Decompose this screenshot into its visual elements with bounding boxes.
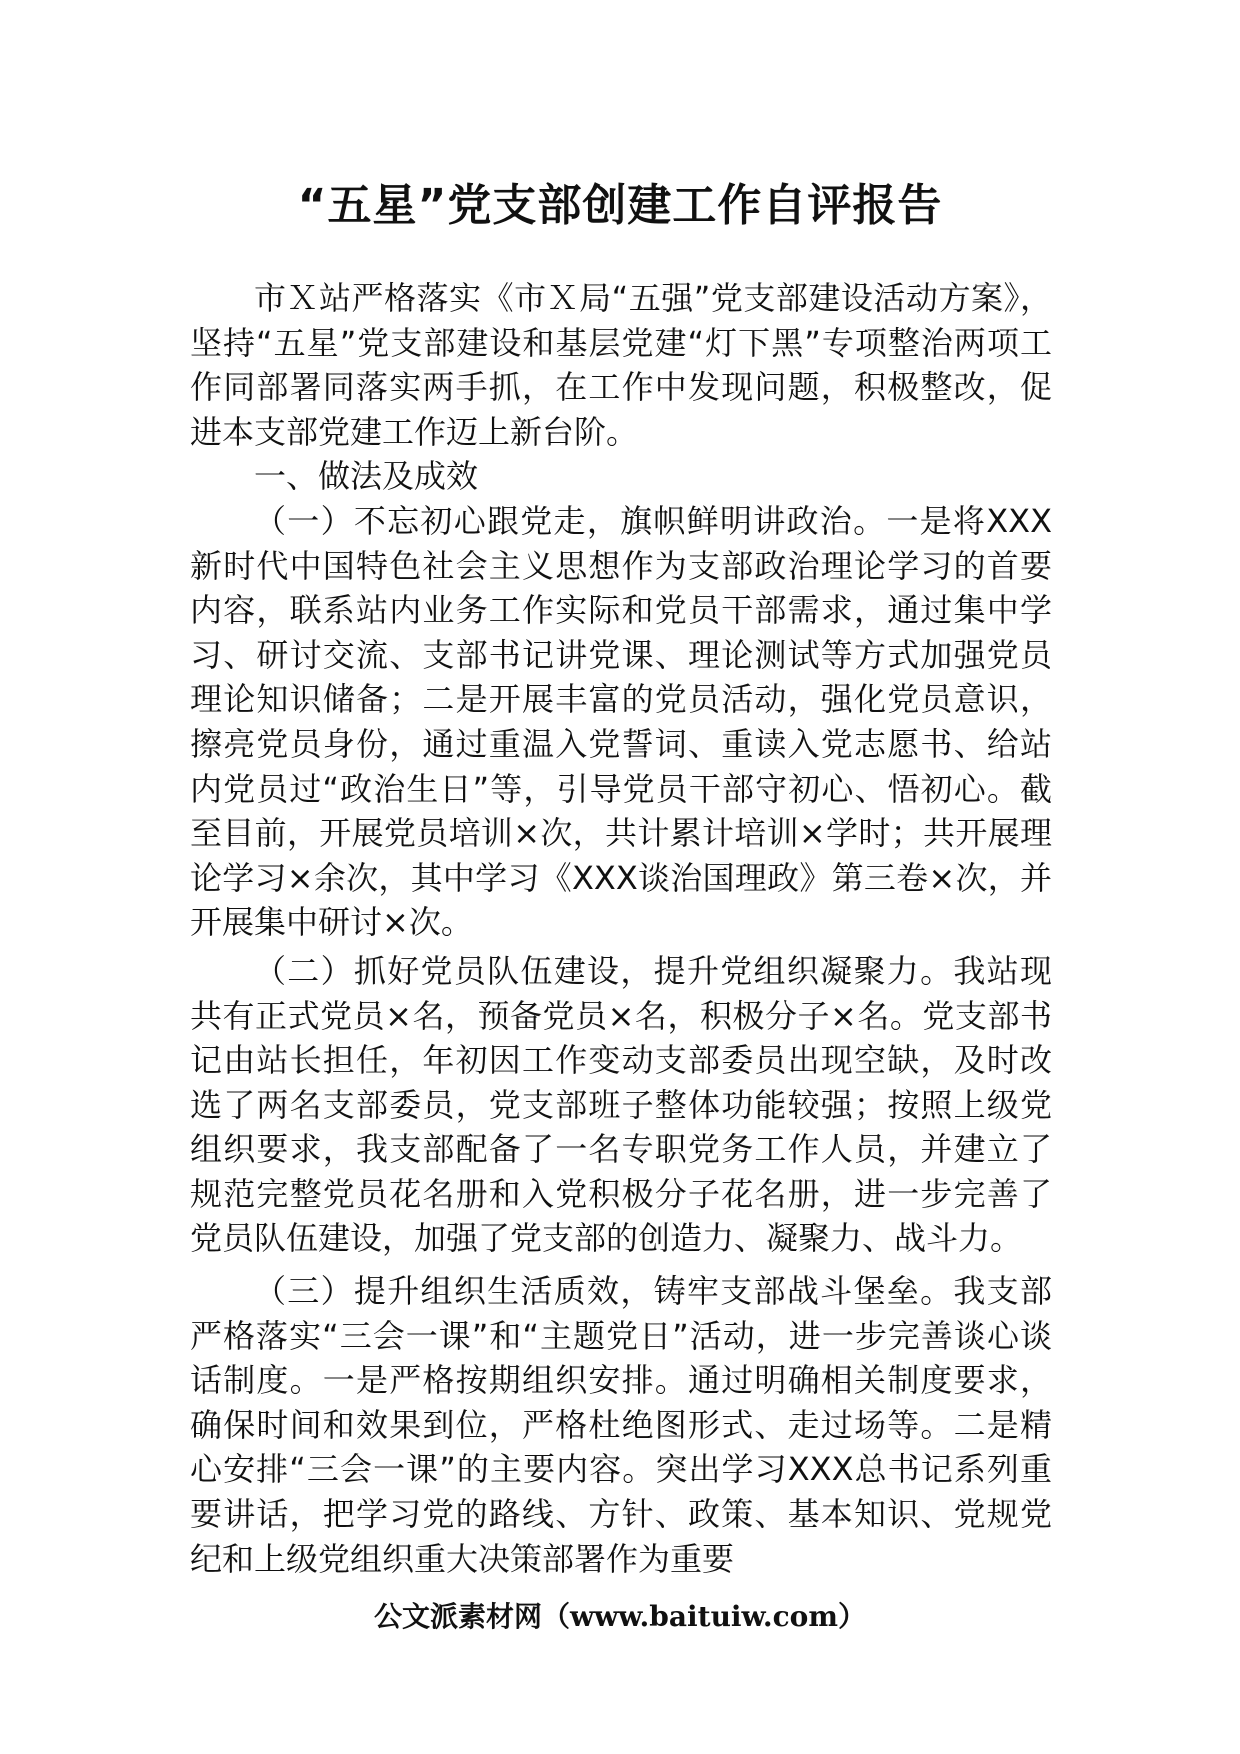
paragraph-intro: 市Ｘ站严格落实《市Ｘ局“五强”党支部建设活动方案》，坚持“五星”党支部建设和基层党建“灯下黑”专项整治两项工作同部署同落实两手抓，在工作中发现问题，积极整改，促进本支部党建工作迈上新台阶。 — [190, 279, 1052, 451]
document-title: “五星”党支部创建工作自评报告 — [297, 180, 943, 231]
paragraph-section-1: （一）不忘初心跟党走，旗帜鲜明讲政治。一是将XXX新时代中国特色社会主义思想作为支部政治理论学习的首要内容，联系站内业务工作实际和党员干部需求，通过集中学习、研讨交流、支部书记讲党课、理论测试等方式加强党员理论知识储备；二是开展丰富的党员活动，强化党员意识，擦亮党员身份，通过重温入党誓词、重读入党志愿书、给站内党员过“政治生日”等，引导党员干部守初心、悟初心。截至目前，开展党员培训×次，共计累计培训×学时；共开展理论学习×余次，其中学习《XXX谈治国理政》第三卷×次，并开展集中研讨×次。 — [190, 501, 1052, 942]
paragraph-section-2: （二）抓好党员队伍建设，提升党组织凝聚力。我站现共有正式党员×名，预备党员×名，积极分子×名。党支部书记由站长担任，年初因工作变动支部委员出现空缺，及时改选了两名支部委员，党支部班子整体功能较强；按照上级党组织要求，我支部配备了一名专职党务工作人员，并建立了规范完整党员花名册和入党积极分子花名册，进一步完善了党员队伍建设，加强了党支部的创造力、凝聚力、战斗力。 — [190, 951, 1052, 1258]
section-heading: 一、做法及成效 — [254, 457, 479, 496]
document-body — [190, 276, 1052, 1581]
footer-watermark: 公文派素材网（www.baituiw.com） — [374, 1600, 866, 1633]
paragraph-section-3: （三）提升组织生活质效，铸牢支部战斗堡垒。我支部严格落实“三会一课”和“主题党日”活动，进一步完善谈心谈话制度。一是严格按期组织安排。通过明确相关制度要求，确保时间和效果到位，严格杜绝图形式、走过场等。二是精心安排“三会一课”的主要内容。突出学习XXX总书记系列重要讲话，把学习党的路线、方针、政策、基本知识、党规党纪和上级党组织重大决策部署作为重要 — [190, 1272, 1052, 1578]
